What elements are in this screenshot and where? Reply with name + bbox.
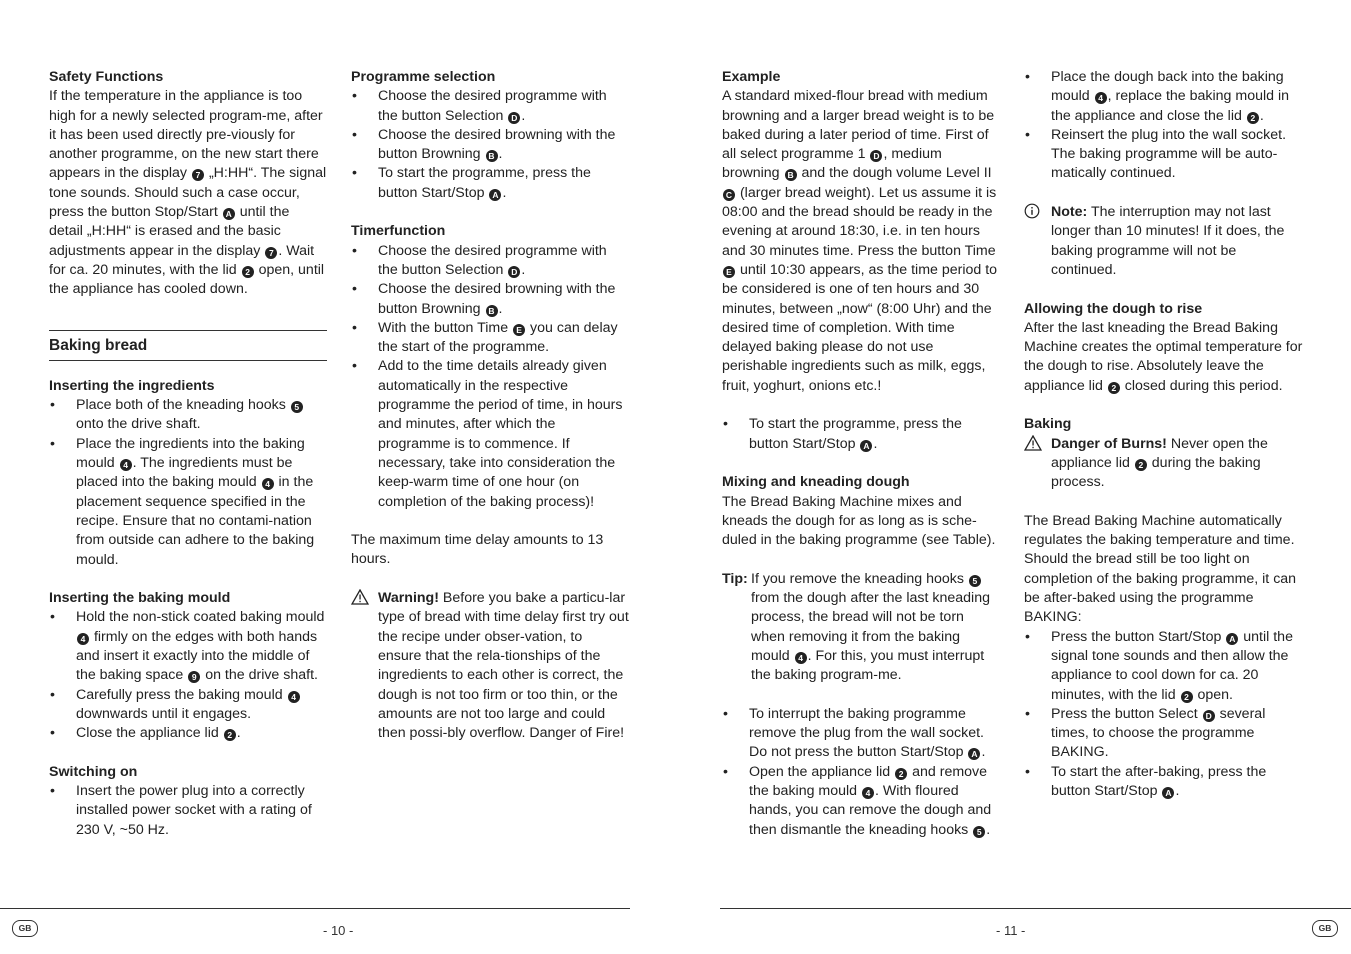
tip-block: Tip: If you remove the kneading hooks 5 from the dough after the last kneading process, the bread will not be torn when removing it from the baking mould 4 . For this, you must interrupt the baking program-me. — [722, 570, 990, 684]
baking-text: The Bread Baking Machine automatically regulates the baking temperature and time. Should the bread still be too light on completion of the baking programme, it can be after-baked using the programme BAKING: — [1024, 512, 1297, 626]
list-item: • Choose the desired programme with the button Selection D . — [351, 87, 629, 126]
example-list — [722, 415, 998, 454]
list-item: • Reinsert the plug into the wall socket. The baking programme will be auto-matically continued. — [1024, 126, 1304, 184]
mixing-text: The Bread Baking Machine mixes and kneads the dough for as long as is sche-duled in the baking programme (see Table). — [722, 493, 996, 549]
language-badge-left: GB — [12, 920, 38, 937]
language-badge-right: GB — [1312, 920, 1338, 937]
baking-list — [1024, 628, 1304, 802]
continue-list — [1024, 68, 1304, 184]
list-item: • Choose the desired browning with the button Browning B . — [351, 280, 629, 319]
list-item: • Press the button Select D several times, to choose the programme BAKING. — [1024, 705, 1304, 763]
list-item: • Hold the non-stick coated baking mould 4 firmly on the edges with both hands and insert it exactly into the middle of the baking space 9 on the drive shaft. — [49, 608, 327, 685]
danger-block: Danger of Burns! Never open the appliance lid 2 during the baking process. — [1024, 435, 1304, 493]
note-block: Note: The interruption may not last longer than 10 minutes! If it does, the baking programme will not be continued. — [1024, 203, 1304, 280]
list-item: • To interrupt the baking programme remove the plug from the wall socket. Do not press the button Start/Stop A . — [722, 705, 998, 763]
list-item: • Place the ingredients into the baking mould 4 . The ingredients must be placed into the baking mould 4 in the placement sequence specified in the recipe. Ensure that no contami-nation from outside can adhere to the baking mould. — [49, 435, 327, 570]
example-heading: Example — [722, 69, 781, 85]
column-2 — [351, 68, 629, 743]
rise-heading: Allowing the dough to rise — [1024, 300, 1203, 317]
ingredients-list — [49, 396, 327, 570]
list-item: • To start the programme, press the button Start/Stop A . — [351, 164, 629, 203]
list-item: • Place the dough back into the baking mould 4 , replace the baking mould in the appliance and close the lid 2 . — [1024, 68, 1304, 126]
example-text: A standard mixed-flour bread with medium browning and a larger bread weight is to be baked during a later period of time. First of all select programme 1 D , medium browning B and the dough volume Level II C (larger bread weight). Let us assume it is 08:00 and the bread should be ready in the evening at around 18:30, i.e. in ten hours and 30 minutes time. Press the button Time E until 10:30 appears, as the time period to be considered is one of ten hours and 30 minutes, between „now“ (8:00 Uhr) and the desired time of completion. With time delayed baking please do not use perishable ingredients such as milk, eggs, fruit, yoghurt, onions etc.! — [722, 88, 998, 394]
list-item: • To start the programme, press the button Start/Stop A . — [722, 415, 998, 454]
info-icon — [1024, 203, 1040, 225]
list-item: • With the button Time E you can delay the start of the programme. — [351, 319, 629, 358]
list-item: • Insert the power plug into a correctly installed power socket with a rating of 230 V, ~50 Hz. — [49, 782, 327, 840]
switching-heading: Switching on — [49, 763, 138, 780]
programme-list — [351, 87, 629, 203]
warning-triangle-icon — [1024, 435, 1042, 457]
max-delay-text: The maximum time delay amounts to 13 hours. — [351, 532, 604, 568]
timer-list — [351, 242, 629, 512]
programme-heading: Programme selection — [351, 69, 496, 85]
footer-rule-right — [720, 908, 1351, 909]
list-item: • Press the button Start/Stop A until the signal tone sounds and then allow the appliance to cool down for ca. 20 minutes, with the lid 2 open. — [1024, 628, 1304, 705]
timer-heading: Timerfunction — [351, 223, 446, 240]
list-item: • Carefully press the baking mould 4 downwards until it engages. — [49, 686, 327, 725]
baking-heading: Baking — [1024, 416, 1072, 433]
safety-text: If the temperature in the appliance is too high for a newly selected program-me, after it has been used directly pre-viously for another programme, on the new start there appears in the display 7 „H:HH“. The signal tone sounds. Should such a case occur, press the button Stop/Start A until the detail „H:HH“ is erased and the basic adjustments appear in the display 7 . Wait for ca. 20 minutes, with the lid 2 open, until the appliance has cooled down. — [49, 88, 327, 298]
warning-triangle-icon — [351, 589, 369, 611]
warning-block: Warning! Before you bake a particu-lar type of bread with time delay first try out the recipe under obser-vation, to ensure that the rela-tionships of the ingredients to each other is correct, the dough is not too firm or too thin, or the amounts are not too large and could then possi-bly overflow. Danger of Fire! — [351, 589, 629, 743]
rise-text: After the last kneading the Bread Baking Machine creates the optimal temperature for the dough to rise. Absolutely leave the appliance lid 2 closed during this period. — [1024, 319, 1303, 394]
list-item: • Choose the desired programme with the button Selection D . — [351, 242, 629, 281]
ingredients-heading: Inserting the ingredients — [49, 377, 215, 394]
list-item: • Choose the desired browning with the button Browning B . — [351, 126, 629, 165]
mould-list — [49, 608, 327, 743]
list-item: • Add to the time details already given automatically in the respective programme the period of time, in hours and minutes, after which the programme is to commence. If necessary, take into consideration the keep-warm time of one hour (on completion of the baking process)! — [351, 357, 629, 511]
column-4 — [1024, 68, 1304, 801]
list-item: • Open the appliance lid 2 and remove the baking mould 4 . With floured hands, you can remove the dough and then dismantle the kneading hooks 5 . — [722, 763, 998, 840]
list-item: • Close the appliance lid 2 . — [49, 724, 327, 743]
mixing-heading: Mixing and kneading dough — [722, 474, 910, 491]
mixing-list — [722, 705, 998, 840]
section-heading-baking-bread: Baking bread — [49, 330, 327, 361]
footer-rule-left — [0, 908, 630, 909]
list-item: • Place both of the kneading hooks 5 onto the drive shaft. — [49, 396, 327, 435]
switching-list — [49, 782, 327, 840]
safety-heading: Safety Functions — [49, 69, 164, 85]
page-number-left: - 10 - — [323, 923, 354, 938]
column-1 — [49, 68, 327, 840]
list-item: • To start the after-baking, press the button Start/Stop A . — [1024, 763, 1304, 802]
column-3 — [722, 68, 998, 840]
mould-heading: Inserting the baking mould — [49, 590, 231, 607]
page-number-right: - 11 - — [996, 923, 1026, 938]
